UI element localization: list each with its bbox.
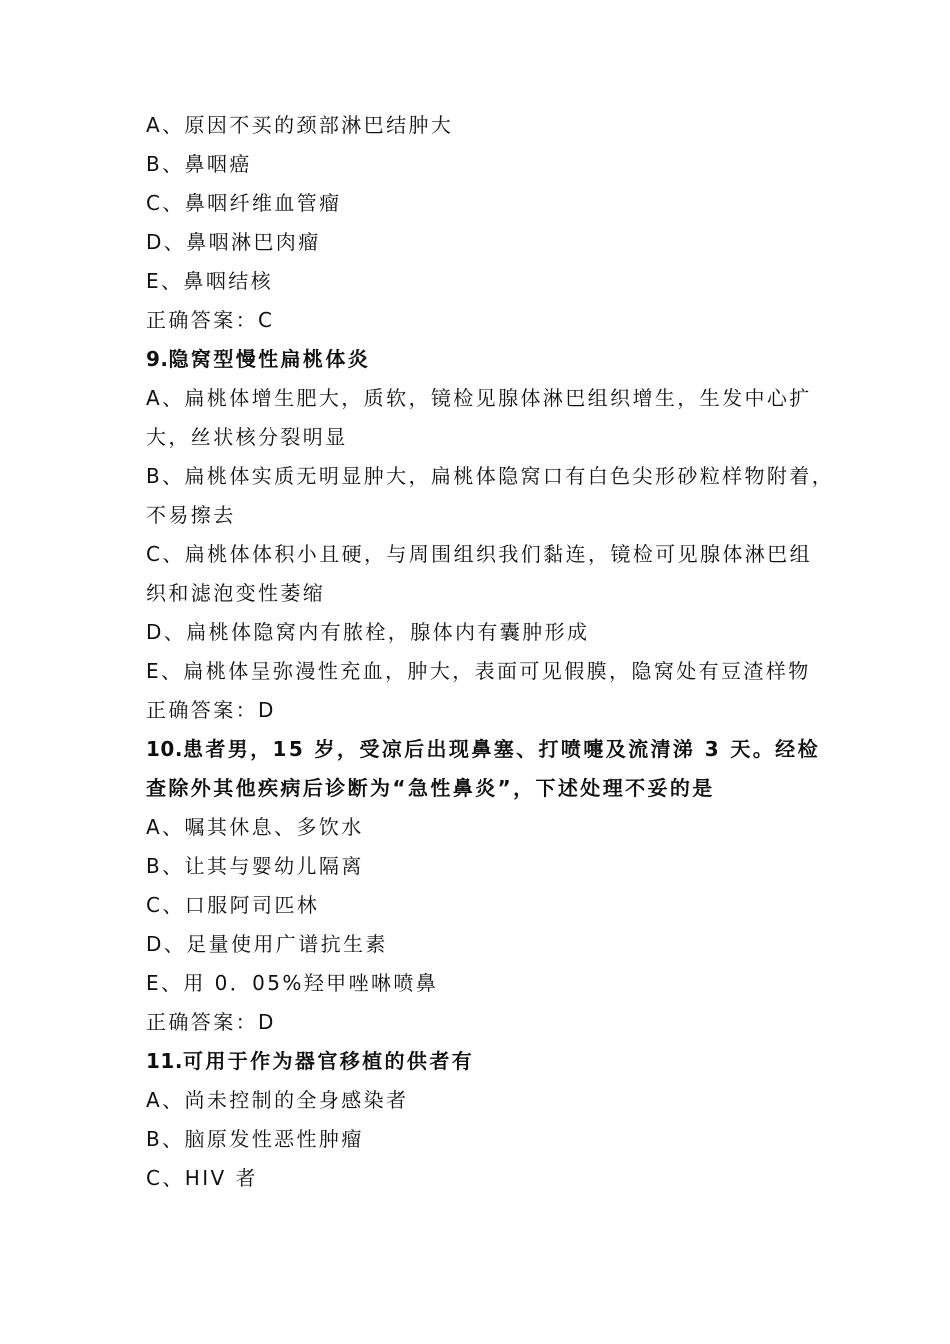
q9-title bbox=[146, 340, 816, 379]
q8-option-b: B、鼻咽癌 bbox=[146, 152, 252, 176]
q11-option-c: C、HIV 者 bbox=[146, 1166, 258, 1190]
q8-option-a: A、原因不买的颈部淋巴结肿大 bbox=[146, 113, 454, 137]
q11-stem: 可用于作为器官移植的供者有 bbox=[182, 1049, 475, 1073]
q10-option-c: C、口服阿司匹林 bbox=[146, 893, 320, 917]
q9-answer: 正确答案：D bbox=[146, 698, 276, 722]
q9-option-e: E、扁桃体呈弥漫性充血，肿大，表面可见假膜，隐窝处有豆渣样物 bbox=[146, 659, 811, 683]
q11-option-b: B、脑原发性恶性肿瘤 bbox=[146, 1127, 364, 1151]
q9-option-b-line1: B、扁桃体实质无明显肿大，扁桃体隐窝口有白色尖形砂粒样物附着， bbox=[146, 464, 835, 488]
q9-option-a-line2: 大，丝状核分裂明显 bbox=[146, 425, 348, 449]
q8-option-c: C、鼻咽纤维血管瘤 bbox=[146, 191, 342, 215]
q10-option-a: A、嘱其休息、多饮水 bbox=[146, 815, 364, 839]
exam-questions bbox=[146, 106, 835, 1198]
q10-option-b: B、让其与婴幼儿隔离 bbox=[146, 854, 364, 878]
q10-title-line1 bbox=[146, 730, 820, 769]
q9-option-a-line1: A、扁桃体增生肥大，质软，镜检见腺体淋巴组织增生，生发中心扩 bbox=[146, 386, 812, 410]
q10-option-d: D、足量使用广谱抗生素 bbox=[146, 932, 388, 956]
q8-option-d: D、鼻咽淋巴肉瘤 bbox=[146, 230, 321, 254]
q8-option-e: E、鼻咽结核 bbox=[146, 269, 274, 293]
q10-option-e: E、用 0．05%羟甲唑啉喷鼻 bbox=[146, 971, 439, 995]
q9-option-d: D、扁桃体隐窝内有脓栓，腺体内有囊肿形成 bbox=[146, 620, 590, 644]
q11-title bbox=[146, 1042, 816, 1081]
q9-stem: 隐窝型慢性扁桃体炎 bbox=[168, 347, 371, 371]
q9-option-b-line2: 不易擦去 bbox=[146, 503, 236, 527]
q10-stem-line2: 查除外其他疾病后诊断为“急性鼻炎”，下述处理不妥的是 bbox=[146, 776, 715, 800]
q9-number: 9. bbox=[146, 347, 169, 371]
q10-answer: 正确答案：D bbox=[146, 1010, 276, 1034]
q9-option-c-line1: C、扁桃体体积小且硬，与周围组织我们黏连，镜检可见腺体淋巴组 bbox=[146, 542, 812, 566]
q10-stem-line1: 患者男，15 岁，受凉后出现鼻塞、打喷嚏及流清涕 3 天。经检 bbox=[182, 737, 820, 761]
q10-number: 10. bbox=[146, 737, 183, 761]
q11-option-a: A、尚未控制的全身感染者 bbox=[146, 1088, 409, 1112]
q11-number: 11. bbox=[146, 1049, 183, 1073]
q8-answer: 正确答案：C bbox=[146, 308, 275, 332]
q9-option-c-line2: 织和滤泡变性萎缩 bbox=[146, 581, 326, 605]
